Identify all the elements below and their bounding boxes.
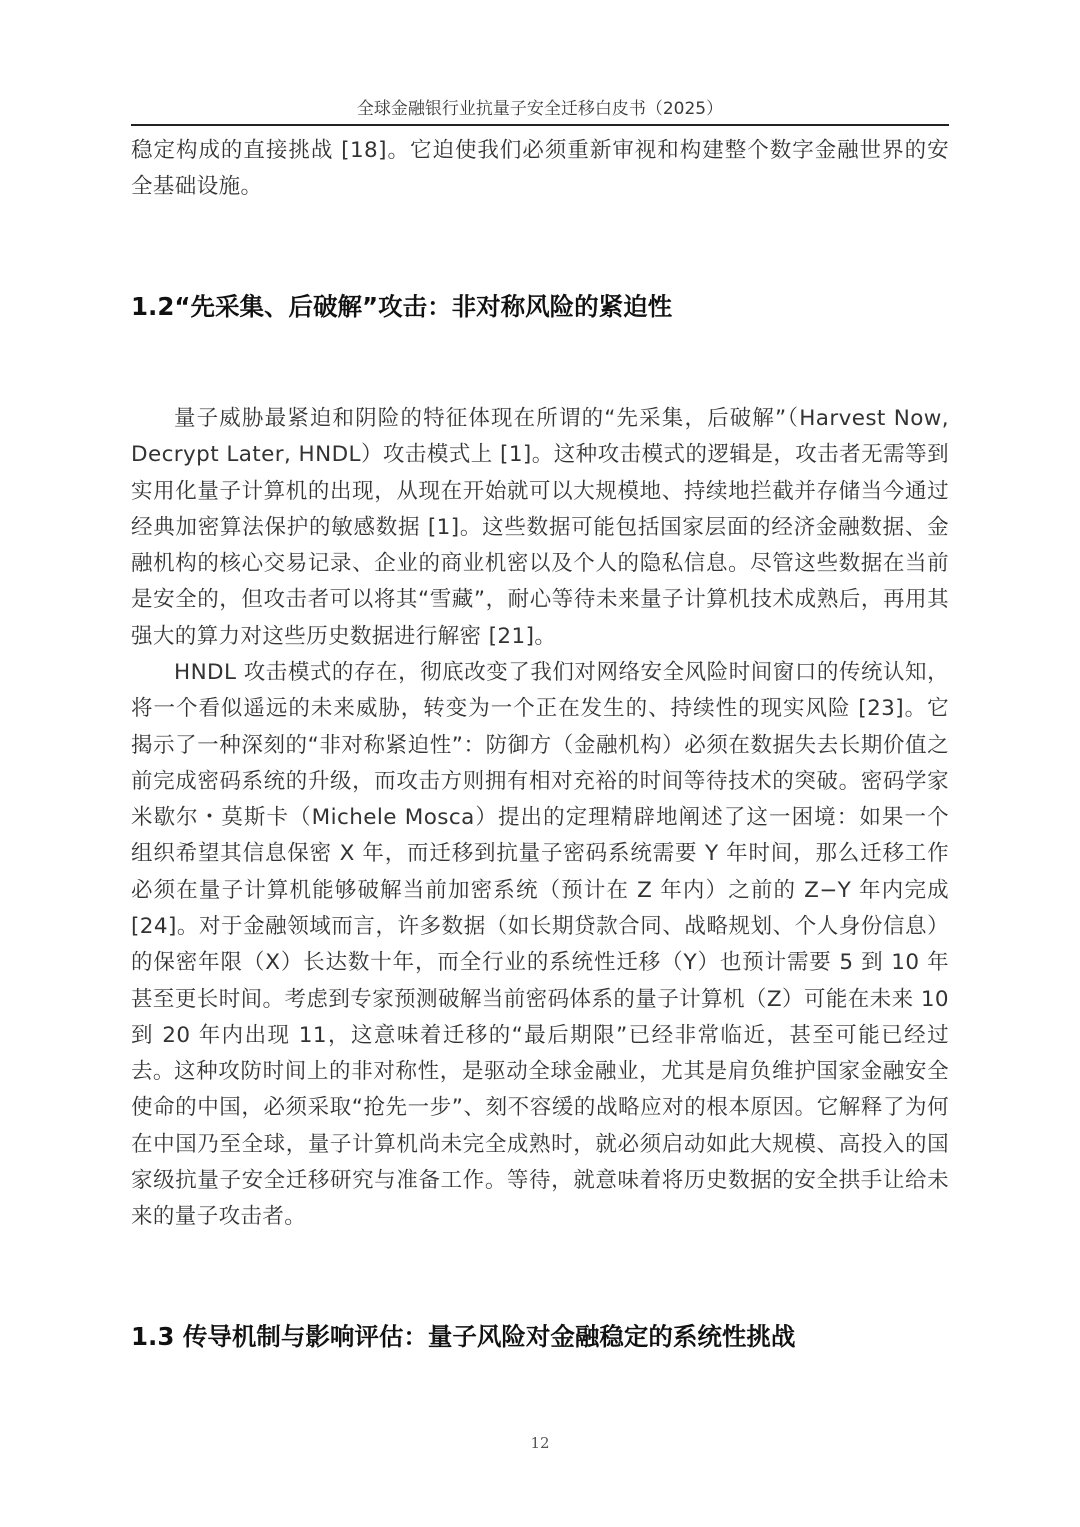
paragraph-hndl-asymmetry: HNDL 攻击模式的存在，彻底改变了我们对网络安全风险时间窗口的传统认知，将一个看似遥远的未来威胁，转变为一个正在发生的、持续性的现实风险 [23]。它揭示了一种深刻的“非对称紧迫性”：防御方（金融机构）必须在数据失去长期价值之前完成密码系统的升级，而攻击方则拥有相对充裕的时间等待技术的突破。密码学家米歇尔・莫斯卡（Michele Mosca）提出的定理精辟地阐述了这一困境：如果一个组织希望其信息保密 X 年，而迁移到抗量子密码系统需要 Y 年时间，那么迁移工作必须在量子计算机能够破解当前加密系统（预计在 Z 年内）之前的 Z−Y 年内完成 [24]。对于金融领域而言，许多数据（如长期贷款合同、战略规划、个人身份信息）的保密年限（X）长达数十年，而全行业的系统性迁移（Y）也预计需要 5 到 10 年甚至更长时间。考虑到专家预测破解当前密码体系的量子计算机（Z）可能在未来 10 到 20 年内出现 11，这意味着迁移的“最后期限”已经非常临近，甚至可能已经过去。 bbox=[131, 660, 949, 1085]
continuation-paragraph: 稳定构成的直接挑战 [18]。它迫使我们必须重新审视和构建整个数字金融世界的安全基础设施。 bbox=[131, 138, 949, 200]
page-number: 12 bbox=[530, 1434, 550, 1452]
running-header: 全球金融银行业抗量子安全迁移白皮书（2025） bbox=[356, 99, 724, 119]
section-heading-1-2: 1.2“先采集、后破解”攻击：非对称风险的紧迫性 bbox=[131, 292, 673, 321]
paragraph-hndl-intro: 量子威胁最紧迫和阴险的特征体现在所谓的“先采集，后破解”（Harvest Now, Decrypt Later, HNDL）攻击模式上 [1]。这种攻击模式的逻辑是，攻击者无需等到实用化量子计算机的出现，从现在开始就可以大规模地、持续地拦截并存储当今通过经典加密算法保护的敏感数据 [1]。这些数据可能包括国家层面的经济金融数据、金融机构的核心交易记录、企业的商业机密以及个人的隐私信息。尽管这些数据在当前是安全的，但攻击者可以将其“雪藏”，耐心等待未来量子计算机技术成熟后，再用其强大的算力对这些历史数据进行解密 [21]。 bbox=[131, 406, 949, 649]
paragraph-hndl-conclusion: 这种攻防时间上的非对称性，是驱动全球金融业，尤其是肩负维护国家金融安全使命的中国，必须采取“抢先一步”、刻不容缓的战略应对的根本原因。它解释了为何在中国乃至全球，量子计算机尚未完全成熟时，就必须启动如此大规模、高投入的国家级抗量子安全迁移研究与准备工作。等待，就意味着将历史数据的安全拱手让给未来的量子攻击者。 bbox=[131, 1059, 949, 1230]
header-rule bbox=[131, 124, 949, 126]
section-heading-1-3: 1.3 传导机制与影响评估：量子风险对金融稳定的系统性挑战 bbox=[131, 1322, 796, 1351]
